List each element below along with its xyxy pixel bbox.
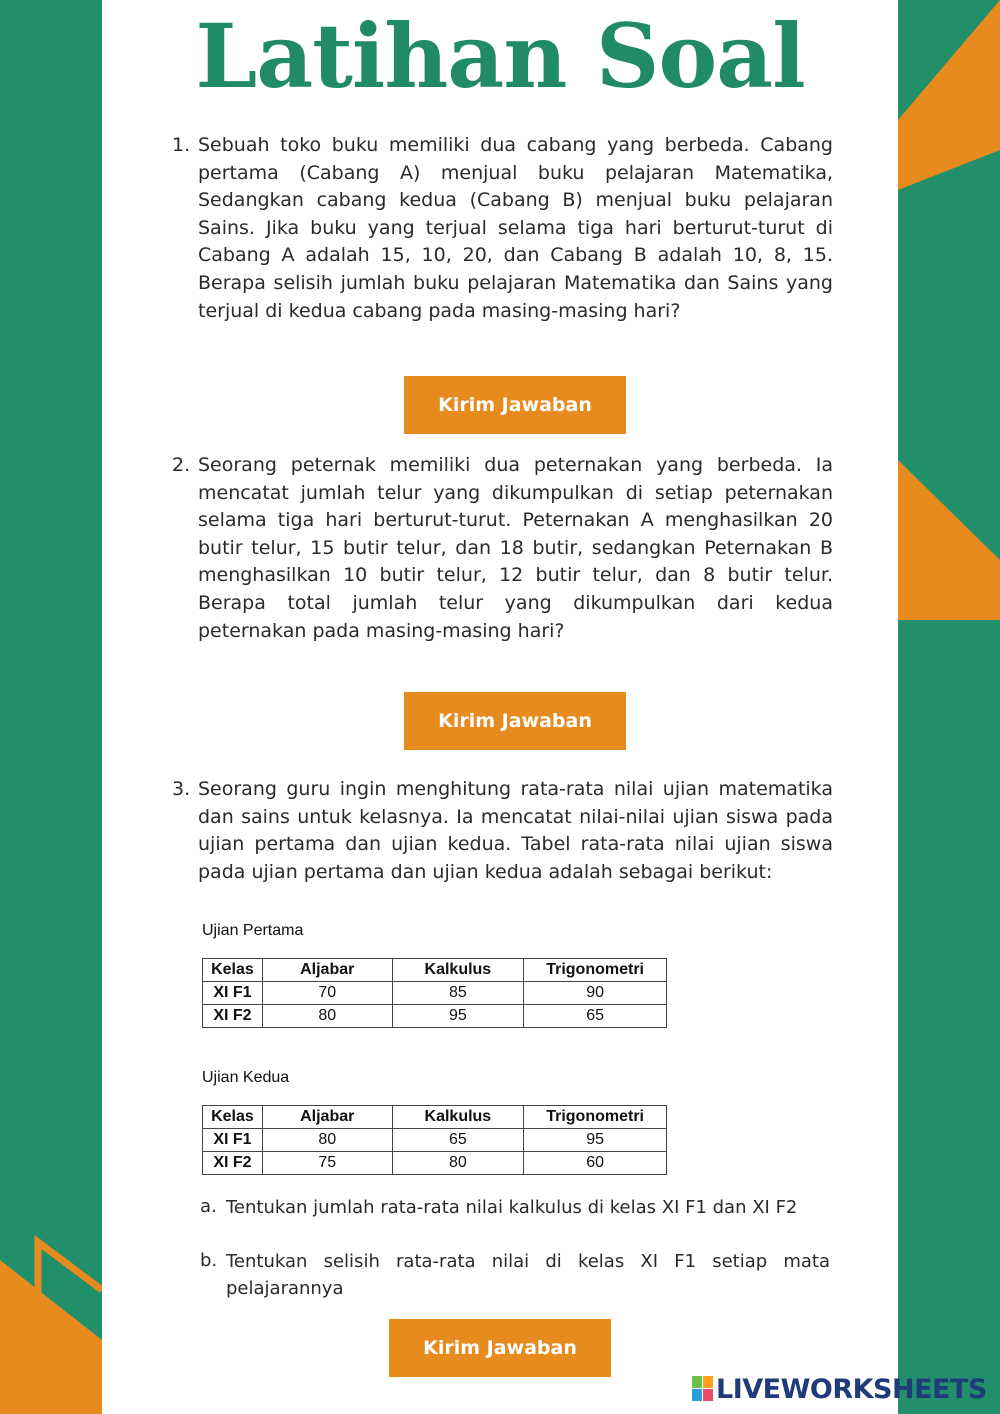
sub-question-text: Tentukan selisih rata-rata nilai di kelas XI F1 setiap mata pelajarannya: [226, 1251, 830, 1299]
sub-question-a: [200, 1194, 830, 1221]
table-row: [203, 1005, 667, 1028]
question-number: 1.: [172, 134, 191, 156]
header-kalkulus: Kalkulus: [392, 959, 524, 982]
question-text: Seorang peternak memiliki dua peternakan yang berbeda. Ia mencatat jumlah telur yang dikumpulkan di setiap peternakan selama tiga hari berturut-turut. Peternakan A menghasilkan 20 butir telur, 15 butir telur, dan 18 butir, sedangkan Peternakan B menghasilkan 10 butir telur, 12 butir telur, dan 8 butir telur. Berapa total jumlah telur yang dikumpulkan dari kedua peternakan pada masing-masing hari?: [198, 454, 833, 642]
cell-kelas: XI F2: [203, 1152, 263, 1175]
submit-answer-button-2[interactable]: Kirim Jawaban: [404, 692, 626, 750]
question-3: [172, 776, 833, 886]
header-kelas: Kelas: [203, 1106, 263, 1129]
header-aljabar: Aljabar: [262, 959, 392, 982]
cell-aljabar: 80: [262, 1129, 392, 1152]
cell-trigonometri: 65: [524, 1005, 667, 1028]
question-1: [172, 132, 833, 325]
liveworksheets-brand: [692, 1372, 987, 1406]
cell-trigonometri: 90: [524, 982, 667, 1005]
sub-question-b: [200, 1248, 830, 1302]
question-number: 3.: [172, 778, 191, 800]
submit-answer-button-1[interactable]: Kirim Jawaban: [404, 376, 626, 434]
worksheet-page: [102, 0, 898, 1414]
liveworksheets-wordmark: LIVEWORKSHEETS: [716, 1373, 987, 1405]
sub-question-text: Tentukan jumlah rata-rata nilai kalkulus di kelas XI F1 dan XI F2: [226, 1197, 798, 1218]
question-text: Sebuah toko buku memiliki dua cabang yang berbeda. Cabang pertama (Cabang A) menjual buku pelajaran Matematika, Sedangkan cabang kedua (Cabang B) menjual buku pelajaran Sains. Jika buku yang terjual selama tiga hari berturut-turut di Cabang A adalah 15, 10, 20, dan Cabang B adalah 10, 8, 15. Berapa selisih jumlah buku pelajaran Matematika dan Sains yang terjual di kedua cabang pada masing-masing hari?: [198, 134, 833, 322]
table-row: [203, 1152, 667, 1175]
page-title: Latihan Soal: [195, 4, 805, 108]
cell-kalkulus: 80: [392, 1152, 524, 1175]
cell-trigonometri: 60: [524, 1152, 667, 1175]
cell-kalkulus: 95: [392, 1005, 524, 1028]
cell-kelas: XI F1: [203, 982, 263, 1005]
orange-corner-shape-top-right: [898, 0, 1000, 620]
orange-corner-shape-bottom-left: [0, 1230, 102, 1414]
table-row: [203, 982, 667, 1005]
cell-trigonometri: 95: [524, 1129, 667, 1152]
cell-aljabar: 75: [262, 1152, 392, 1175]
table-ujian-pertama: [202, 958, 667, 1028]
sub-question-label: b.: [200, 1250, 218, 1271]
cell-aljabar: 70: [262, 982, 392, 1005]
cell-kalkulus: 65: [392, 1129, 524, 1152]
cell-kelas: XI F1: [203, 1129, 263, 1152]
table-caption-ujian-pertama: Ujian Pertama: [202, 922, 304, 939]
table-ujian-kedua: [202, 1105, 667, 1175]
table-header-row: [203, 959, 667, 982]
header-kelas: Kelas: [203, 959, 263, 982]
question-text: Seorang guru ingin menghitung rata-rata nilai ujian matematika dan sains untuk kelasnya. Ia mencatat nilai-nilai ujian siswa pada ujian pertama dan ujian kedua. Tabel rata-rata nilai ujian siswa pada ujian pertama dan ujian kedua adalah sebagai berikut:: [198, 778, 833, 883]
cell-kalkulus: 85: [392, 982, 524, 1005]
sub-question-label: a.: [200, 1196, 217, 1217]
submit-answer-button-3[interactable]: Kirim Jawaban: [389, 1319, 611, 1377]
table-header-row: [203, 1106, 667, 1129]
question-number: 2.: [172, 454, 191, 476]
header-aljabar: Aljabar: [262, 1106, 392, 1129]
cell-kelas: XI F2: [203, 1005, 263, 1028]
header-trigonometri: Trigonometri: [524, 959, 667, 982]
table-row: [203, 1129, 667, 1152]
header-kalkulus: Kalkulus: [392, 1106, 524, 1129]
liveworksheets-logo-icon: [692, 1376, 714, 1402]
question-2: [172, 452, 833, 645]
header-trigonometri: Trigonometri: [524, 1106, 667, 1129]
cell-aljabar: 80: [262, 1005, 392, 1028]
table-caption-ujian-kedua: Ujian Kedua: [202, 1069, 290, 1086]
